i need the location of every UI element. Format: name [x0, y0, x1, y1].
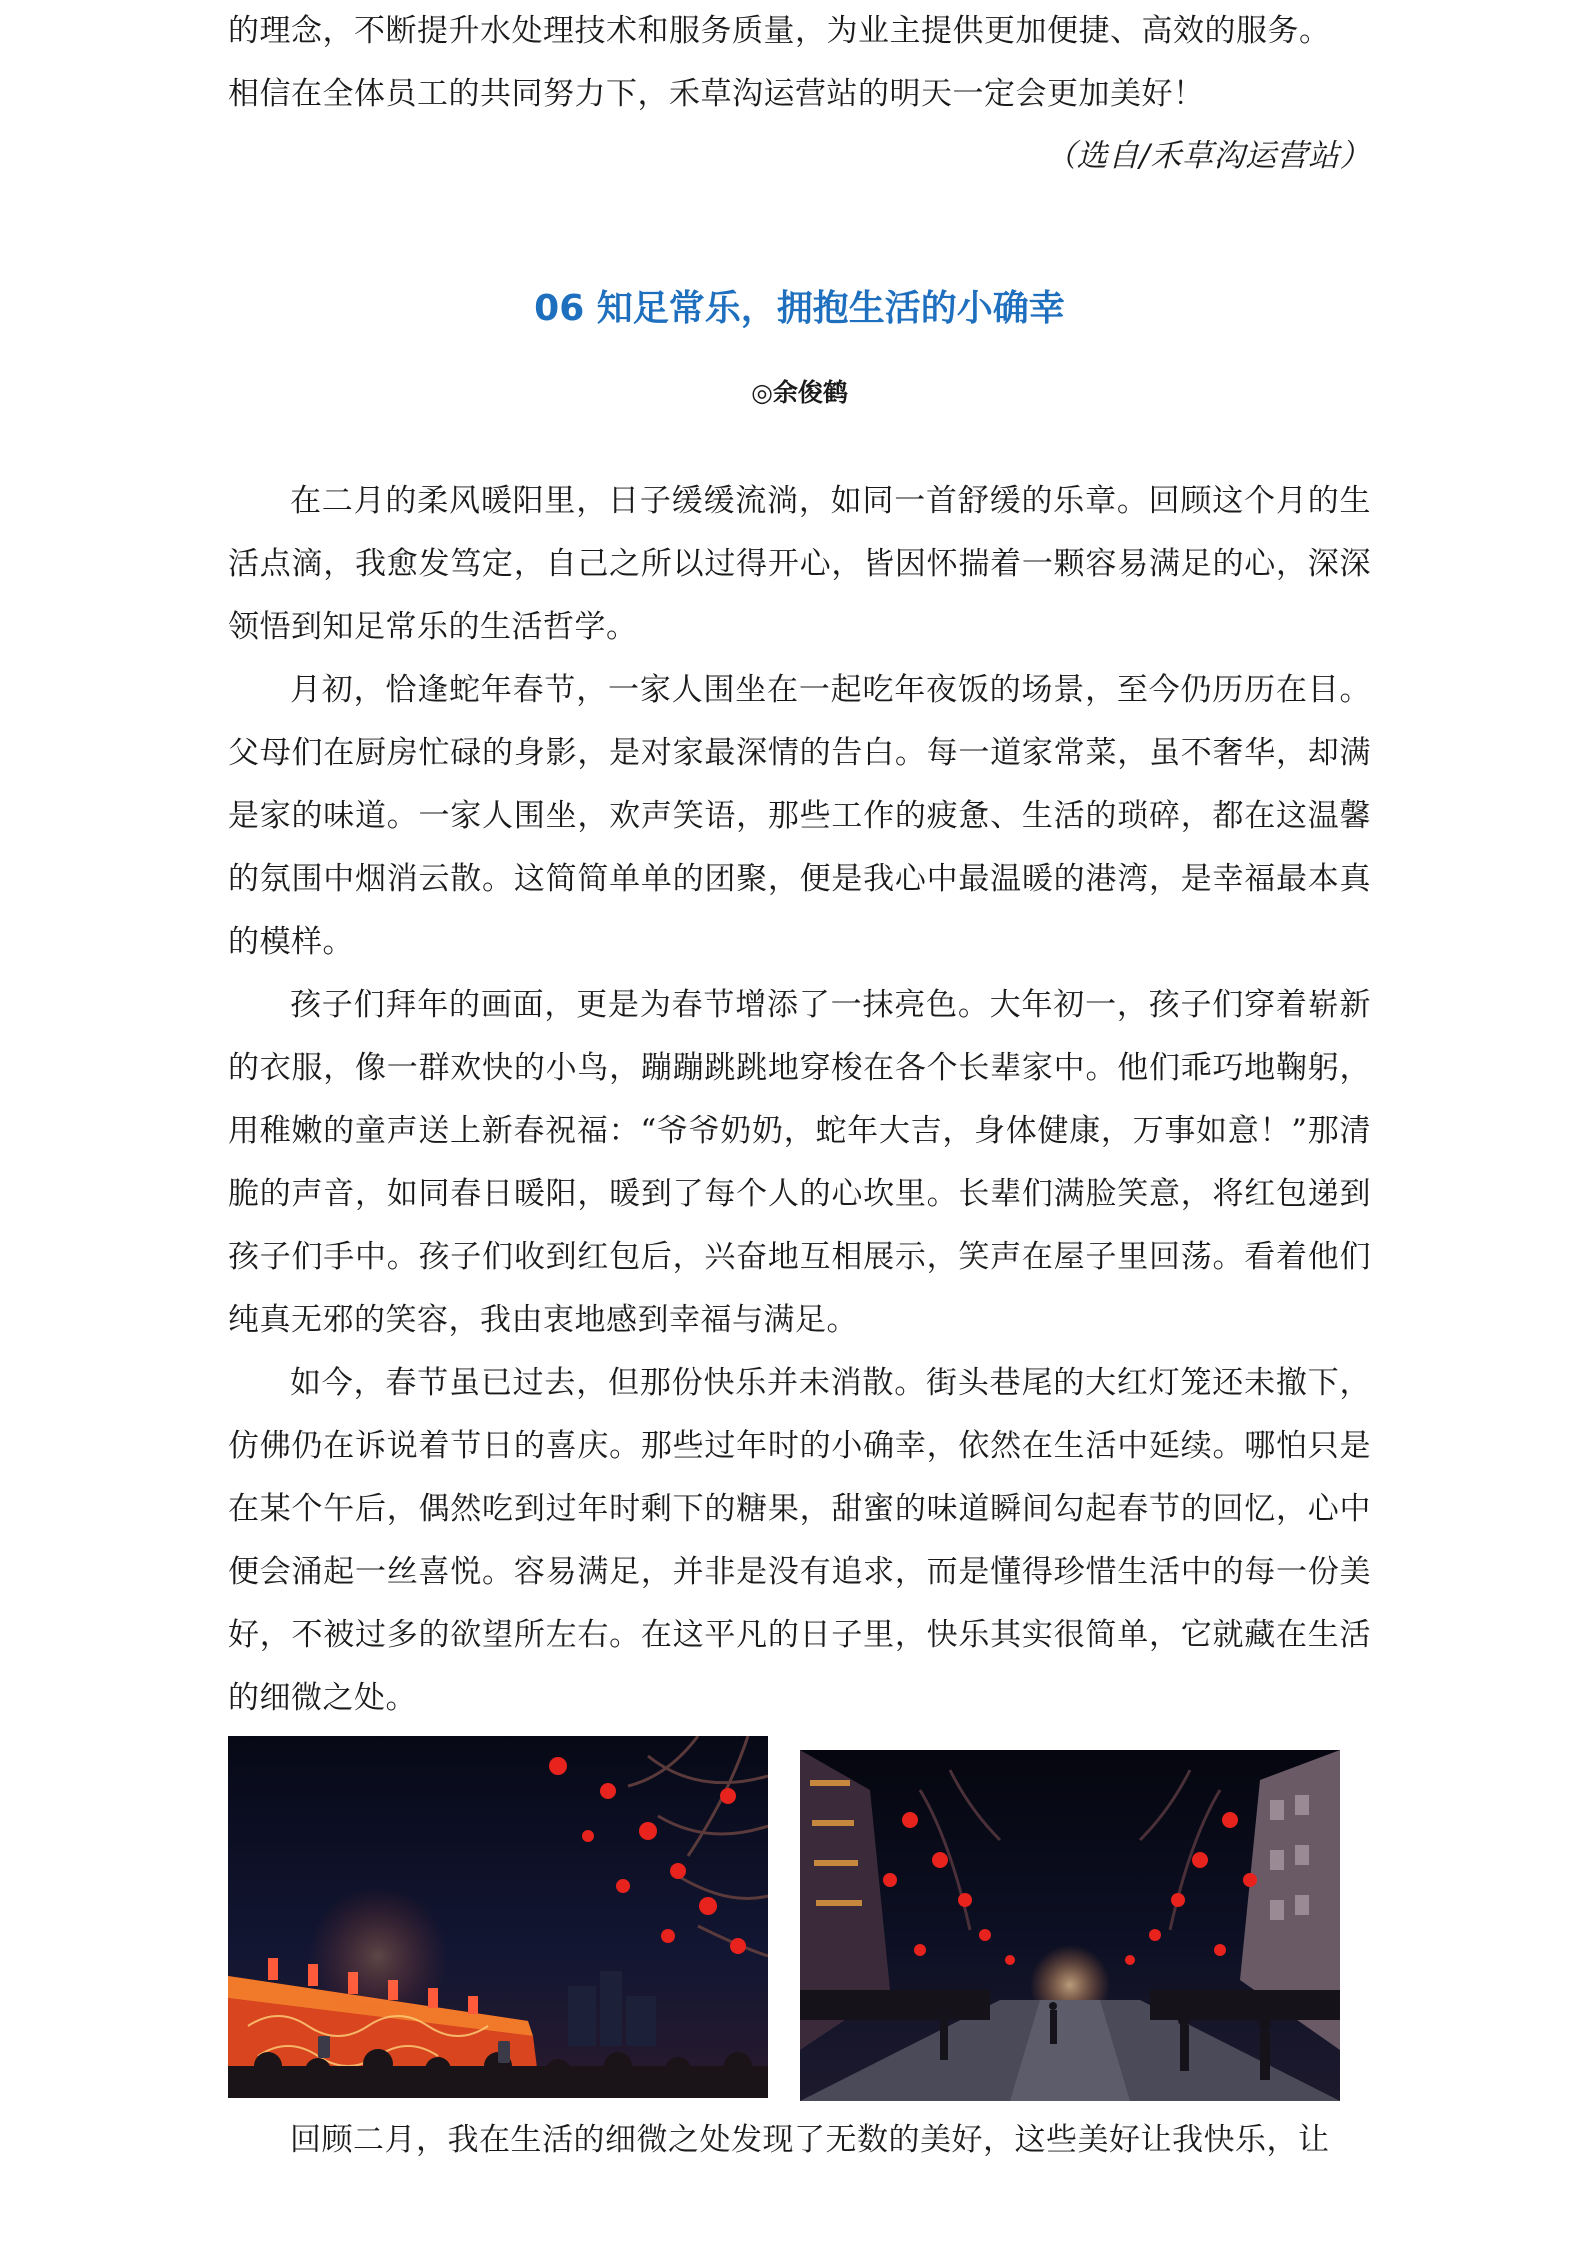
- intro-line-1: 的理念，不断提升水处理技术和服务质量，为业主提供更加便捷、高效的服务。: [228, 13, 1331, 49]
- closing-paragraph: 回顾二月，我在生活的细微之处发现了无数的美好，这些美好让我快乐，让: [290, 2122, 1330, 2158]
- article-body: [228, 470, 1371, 1730]
- document-page: [228, 0, 1371, 2172]
- lantern-street-photo: [800, 1750, 1340, 2101]
- source-attribution: （选自/禾草沟运营站）: [1045, 138, 1371, 174]
- photo-row: [228, 1736, 1371, 2101]
- closing-text: [228, 2109, 1371, 2172]
- article-paragraph-2: 月初，恰逢蛇年春节，一家人围坐在一起吃年夜饭的场景，至今仍历历在目。父母们在厨房忙碌的身影，是对家最深情的告白。每一道家常菜，虽不奢华，却满是家的味道。一家人围坐，欢声笑语，那些工作的疲惫、生活的琐碎，都在这温馨的氛围中烟消云散。这简简单单的团聚，便是我心中最温暖的港湾，是幸福最本真的模样。: [228, 672, 1371, 960]
- author-byline: ◎余俊鹤: [751, 378, 848, 407]
- festival-stage-photo: [228, 1736, 768, 2098]
- article-paragraph-1: 在二月的柔风暖阳里，日子缓缓流淌，如同一首舒缓的乐章。回顾这个月的生活点滴，我愈发笃定，自己之所以过得开心，皆因怀揣着一颗容易满足的心，深深领悟到知足常乐的生活哲学。: [228, 483, 1371, 645]
- article-paragraph-4: 如今，春节虽已过去，但那份快乐并未消散。街头巷尾的大红灯笼还未撤下，仿佛仍在诉说着节日的喜庆。那些过年时的小确幸，依然在生活中延续。哪怕只是在某个午后，偶然吃到过年时剩下的糖果，甜蜜的味道瞬间勾起春节的回忆，心中便会涌起一丝喜悦。容易满足，并非是没有追求，而是懂得珍惜生活中的每一份美好，不被过多的欲望所左右。在这平凡的日子里，快乐其实很简单，它就藏在生活的细微之处。: [228, 1365, 1371, 1716]
- article-title: 06 知足常乐，拥抱生活的小确幸: [534, 288, 1065, 329]
- intro-line-2: 相信在全体员工的共同努力下，禾草沟运营站的明天一定会更加美好！: [228, 76, 1205, 112]
- intro-text: [228, 0, 1371, 126]
- article-paragraph-3: 孩子们拜年的画面，更是为春节增添了一抹亮色。大年初一，孩子们穿着崭新的衣服，像一群欢快的小鸟，蹦蹦跳跳地穿梭在各个长辈家中。他们乖巧地鞠躬，用稚嫩的童声送上新春祝福：“爷爷奶奶，蛇年大吉，身体健康，万事如意！”那清脆的声音，如同春日暖阳，暖到了每个人的心坎里。长辈们满脸笑意，将红包递到孩子们手中。孩子们收到红包后，兴奋地互相展示，笑声在屋子里回荡。看着他们纯真无邪的笑容，我由衷地感到幸福与满足。: [228, 987, 1371, 1338]
